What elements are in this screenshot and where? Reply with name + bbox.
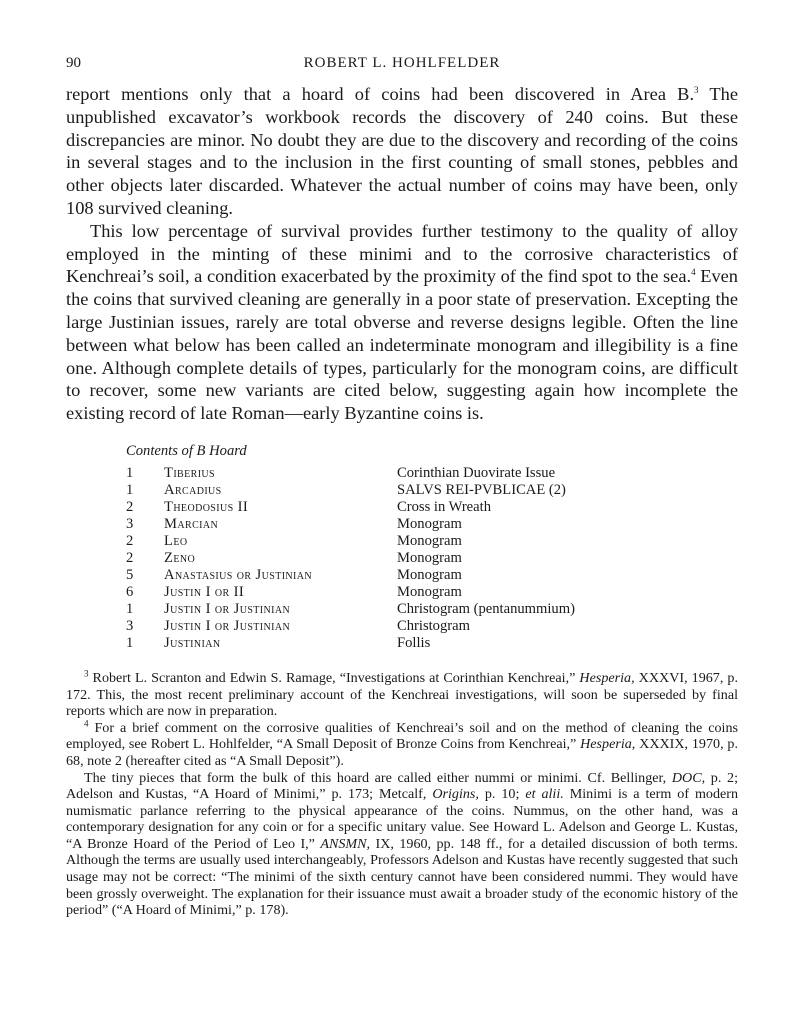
coin-type: Monogram <box>397 549 462 566</box>
hoard-caption: Contents of B Hoard <box>126 442 247 459</box>
table-row <box>126 635 575 652</box>
running-title: ROBERT L. HOHLFELDER <box>303 55 501 71</box>
table-row <box>126 482 575 499</box>
table-row <box>126 601 575 618</box>
footnote-3 <box>66 670 738 720</box>
ruler-name: Arcadius <box>164 481 222 498</box>
ruler-name: Justinian <box>164 634 221 651</box>
body-paragraph-1 <box>66 83 738 220</box>
table-row <box>126 516 575 533</box>
ruler-name: Justin I or II <box>164 583 245 600</box>
coin-count: 2 <box>126 549 134 566</box>
footnote-marker: 3 <box>84 668 89 679</box>
coin-count: 5 <box>126 566 134 583</box>
coin-count: 6 <box>126 583 134 600</box>
footnote-text: For a brief comment on the corrosive qualities of Kenchreai’s soil and on the method of cleaning the coins employed, see Robert L. Hohlfelder, “A Small Deposit of Bronze Coins from Kenchreai,” <box>66 719 738 753</box>
coin-type: Monogram <box>397 532 462 549</box>
hoard-contents <box>126 443 686 652</box>
footnote-4 <box>66 720 738 770</box>
coin-count: 2 <box>126 532 134 549</box>
footnote-4-continued <box>66 770 738 919</box>
coin-type: Christogram (pentanummium) <box>397 600 575 617</box>
ruler-name: Justin I or Justinian <box>164 617 291 634</box>
citation-title: ANSMN, <box>320 835 371 852</box>
journal-title: Hesperia, <box>579 669 635 686</box>
coin-count: 1 <box>126 481 134 498</box>
ruler-name: Justin I or Justinian <box>164 600 291 617</box>
ruler-name: Zeno <box>164 549 196 566</box>
body-text: The unpublished excavator’s workbook records the discovery of 240 coins. But these discrepancies are minor. No doubt they are due to the discovery and recording of the coins in several stages and to the inclusion in the first counting of small stones, pebbles and other objects later discarded. Whatever the actual number of coins may have been, only 108 survived cleaning. <box>66 84 738 218</box>
footnote-text: Minimi is a term of modern numismatic parlance referring to the physical appearance of the coins. Nummus, on the other hand, was a contemporary designation for any coin or for a specific unitary value. See Howard L. Adelson and George L. Kustas, “A Bronze Hoard of the Period of Leo I,” <box>66 786 739 852</box>
coin-type: Monogram <box>397 583 462 600</box>
body-paragraph-2 <box>66 220 738 425</box>
footnote-marker: 4 <box>84 718 89 729</box>
coin-count: 1 <box>126 634 134 651</box>
coin-type: Monogram <box>397 566 462 583</box>
footnote-text: p. 10; <box>478 786 526 803</box>
coin-type: Cross in Wreath <box>397 498 491 515</box>
running-head <box>66 55 738 83</box>
citation-title: et alii. <box>525 786 564 803</box>
page <box>66 55 738 919</box>
footnote-ref-3[interactable]: 3 <box>694 84 699 95</box>
ruler-name: Marcian <box>164 515 219 532</box>
ruler-name: Anastasius or Justinian <box>164 566 313 583</box>
footnote-text: p. 2; Adelson and Kustas, “A Hoard of Minimi,” p. 173; Metcalf, <box>66 769 738 803</box>
coin-count: 3 <box>126 515 134 532</box>
coin-count: 1 <box>126 464 134 481</box>
coin-type: Follis <box>397 634 431 651</box>
hoard-table <box>126 465 575 652</box>
page-number: 90 <box>66 55 81 71</box>
coin-count: 2 <box>126 498 134 515</box>
footnotes <box>66 670 738 919</box>
table-row <box>126 533 575 550</box>
footnote-text: XXXVI, 1967, p. 172. This, the most recent preliminary account of the Kenchreai investigations, will soon be superseded by final reports which are now in preparation. <box>66 669 738 720</box>
footnote-text: IX, 1960, pp. 148 ff., for a detailed discussion of both terms. Although the terms are usually used interchangeably, Professors Adelson and Kustas have recently suggested that such usage may not be correct: “The minimi of the sixth century cannot have been considered nummi. They would have been grossly overweight. The explanation for their issuance must await a broader study of the economic history of the period” (“A Hoard of Minimi,” p. 178). <box>66 835 738 919</box>
coin-count: 3 <box>126 617 134 634</box>
table-row <box>126 618 575 635</box>
journal-title: Hesperia, <box>580 736 636 753</box>
ruler-name: Leo <box>164 532 188 549</box>
citation-title: Origins, <box>432 786 479 803</box>
coin-type: Monogram <box>397 515 462 532</box>
table-row <box>126 465 575 482</box>
body-text: report mentions only that a hoard of coins had been discovered in Area B. <box>66 84 695 104</box>
coin-count: 1 <box>126 600 134 617</box>
citation-title: DOC, <box>671 769 706 786</box>
table-row <box>126 499 575 516</box>
ruler-name: Tiberius <box>164 464 216 481</box>
table-row <box>126 550 575 567</box>
ruler-name: Theodosius II <box>164 498 249 515</box>
footnote-text: XXXIX, 1970, p. 68, note 2 (hereafter cited as “A Small Deposit”). <box>66 736 738 769</box>
coin-type: SALVS REI-PVBLICAE (2) <box>397 481 566 498</box>
footnote-ref-4[interactable]: 4 <box>691 267 696 278</box>
body-text: This low percentage of survival provides further testimony to the quality of alloy employed in the minting of these minimi and to the corrosive characteristics of Kenchreai’s soil, a condition exacerbated by the proximity of the find spot to the sea. <box>66 220 738 287</box>
footnote-text: The tiny pieces that form the bulk of this hoard are called either nummi or minimi. Cf. Bellinger, <box>84 769 672 786</box>
footnote-text: Robert L. Scranton and Edwin S. Ramage, “Investigations at Corinthian Kenchreai,” <box>88 669 580 686</box>
table-row <box>126 584 575 601</box>
body-text: Even the coins that survived cleaning are generally in a poor state of preservation. Excepting the large Justinian issues, rarely are total obverse and reverse designs legible. Often the line between what below has been called an indeterminate monogram and illegibility is a fine one. Although complete details of types, particularly for the monogram coins, are difficult to recover, some new variants are cited below, suggesting again how incomplete the existing record of late Roman—early Byzantine coins is. <box>66 266 738 424</box>
coin-type: Corinthian Duovirate Issue <box>397 464 556 481</box>
coin-type: Christogram <box>397 617 470 634</box>
table-row <box>126 567 575 584</box>
